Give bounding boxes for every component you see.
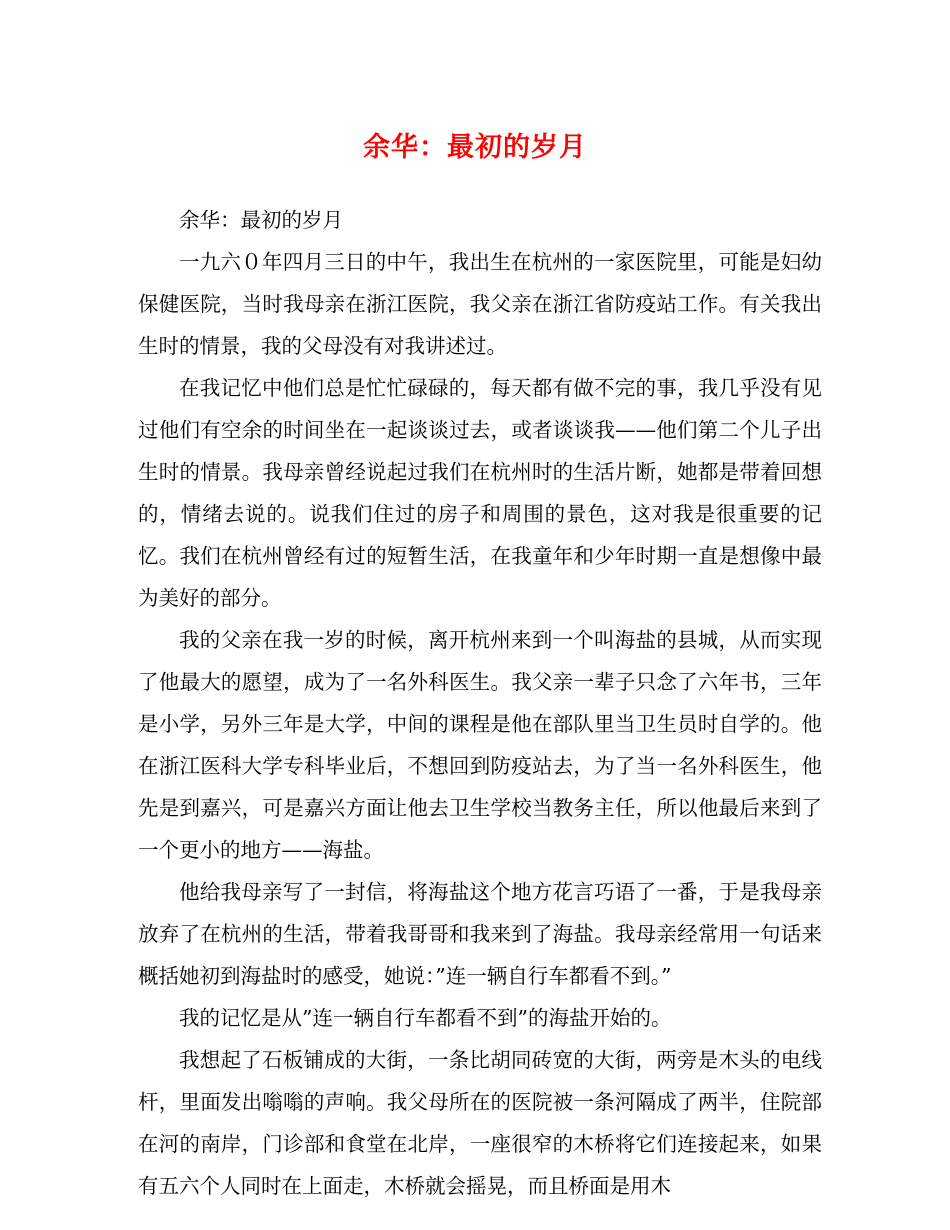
- paragraph: 余华：最初的岁月: [179, 208, 343, 232]
- paragraph: 我想起了石板铺成的大街，一条比胡同砖宽的大街，两旁是木头的电线杆，里面发出嗡嗡的声响。我父母所在的医院被一条河隔成了两半，住院部在河的南岸，门诊部和食堂在北岸，一座很窄的木桥将它们连接起来，如果有五六个人同时在上面走，木桥就会摇晃，而且桥面是用木: [138, 1048, 822, 1198]
- paragraph: 一九六０年四月三日的中午，我出生在杭州的一家医院里，可能是妇幼保健医院，当时我母亲在浙江医院，我父亲在浙江省防疫站工作。有关我出生时的情景，我的父母没有对我讲述过。: [138, 250, 822, 358]
- paragraph: 我的记忆是从”连一辆自行车都看不到”的海盐开始的。: [179, 1006, 672, 1030]
- paragraph: 我的父亲在我一岁的时候，离开杭州来到一个叫海盐的县城，从而实现了他最大的愿望，成为了一名外科医生。我父亲一辈子只念了六年书，三年是小学，另外三年是大学，中间的课程是他在部队里当卫生员时自学的。他在浙江医科大学专科毕业后，不想回到防疫站去，为了当一名外科医生，他先是到嘉兴，可是嘉兴方面让他去卫生学校当教务主任，所以他最后来到了一个更小的地方——海盐。: [138, 628, 822, 862]
- paragraph: 他给我母亲写了一封信，将海盐这个地方花言巧语了一番，于是我母亲放弃了在杭州的生活，带着我哥哥和我来到了海盐。我母亲经常用一句话来概括她初到海盐时的感受，她说：”连一辆自行车都看不到。”: [138, 880, 822, 988]
- document-body: [138, 199, 822, 1207]
- document-title: 余华：最初的岁月: [363, 132, 587, 163]
- paragraph: 在我记忆中他们总是忙忙碌碌的，每天都有做不完的事，我几乎没有见过他们有空余的时间坐在一起谈谈过去，或者谈谈我——他们第二个儿子出生时的情景。我母亲曾经说起过我们在杭州时的生活片断，她都是带着回想的，情绪去说的。说我们住过的房子和周围的景色，这对我是很重要的记忆。我们在杭州曾经有过的短暂生活，在我童年和少年时期一直是想像中最为美好的部分。: [138, 376, 822, 610]
